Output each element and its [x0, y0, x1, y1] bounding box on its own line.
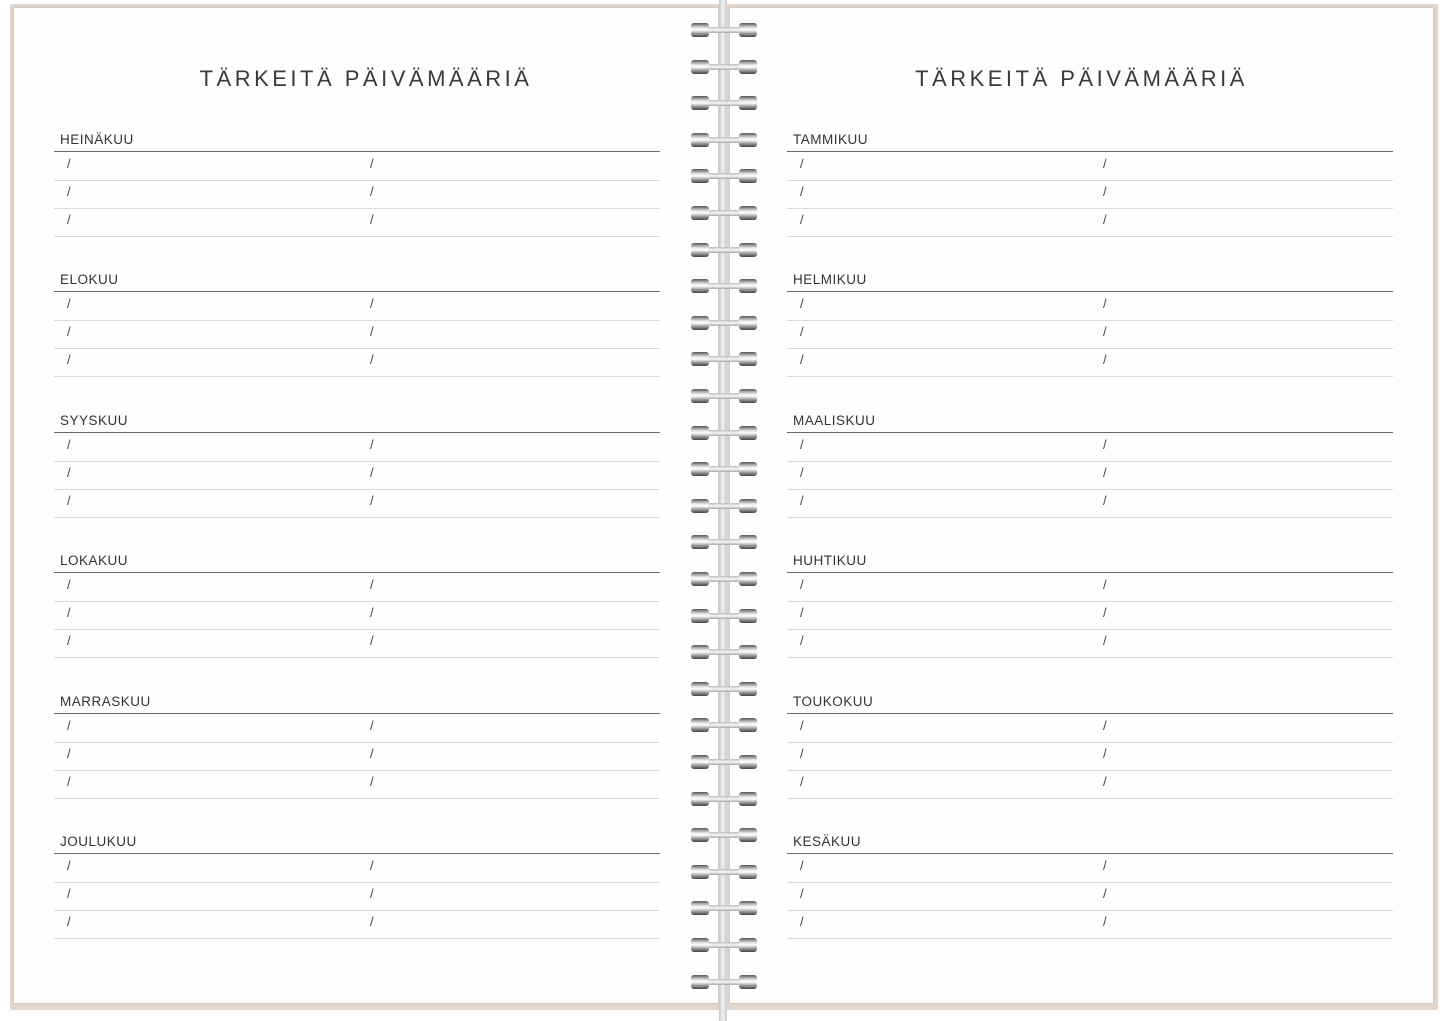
date-separator: /	[370, 436, 374, 452]
date-separator: /	[800, 858, 804, 873]
date-separator: /	[370, 717, 374, 733]
date-entry-line	[54, 489, 660, 518]
date-entry-line	[54, 573, 660, 602]
spiral-ring	[691, 133, 757, 147]
date-entry-line	[54, 292, 660, 321]
date-separator: /	[1103, 464, 1107, 480]
month-label: LOKAKUU	[60, 553, 129, 569]
date-entry-line	[54, 910, 660, 939]
date-separator: /	[67, 773, 71, 789]
date-entry-line	[787, 208, 1393, 237]
date-separator: /	[67, 577, 71, 593]
date-separator: /	[1103, 352, 1107, 368]
date-separator: /	[370, 605, 374, 621]
month-section	[54, 694, 660, 804]
spiral-ring	[691, 243, 757, 257]
date-entry-line	[787, 601, 1393, 630]
spiral-ring	[691, 499, 757, 513]
date-separator: /	[67, 633, 71, 649]
date-entry-line	[787, 180, 1393, 209]
month-section	[54, 132, 660, 242]
date-entry-line	[54, 629, 660, 658]
month-section	[787, 834, 1393, 944]
month-label: MARRASKUU	[60, 693, 151, 709]
date-separator: /	[370, 633, 374, 649]
spiral-ring	[691, 389, 757, 403]
date-entry-line	[54, 742, 660, 771]
date-separator: /	[800, 577, 804, 593]
date-separator: /	[1103, 296, 1107, 312]
date-separator: /	[1103, 773, 1107, 789]
spiral-ring	[691, 206, 757, 220]
date-entry-line	[787, 714, 1393, 743]
date-separator: /	[370, 156, 374, 171]
date-separator: /	[370, 858, 374, 873]
date-separator: /	[1103, 886, 1107, 901]
date-entry-line	[787, 910, 1393, 939]
date-separator: /	[800, 717, 804, 733]
date-separator: /	[1103, 633, 1107, 649]
spiral-ring	[691, 352, 757, 366]
left-page	[14, 8, 718, 1003]
date-separator: /	[1103, 605, 1107, 621]
date-separator: /	[67, 605, 71, 621]
date-separator: /	[1103, 745, 1107, 761]
date-entry-line	[787, 461, 1393, 490]
month-label: HEINÄKUU	[60, 132, 134, 147]
date-separator: /	[370, 886, 374, 901]
date-separator: /	[800, 773, 804, 789]
date-separator: /	[370, 352, 374, 368]
spiral-ring	[691, 316, 757, 330]
date-entry-line	[787, 348, 1393, 377]
spiral-ring	[691, 96, 757, 110]
spiral-ring	[691, 975, 757, 989]
date-separator: /	[370, 745, 374, 761]
date-separator: /	[800, 633, 804, 649]
spiral-ring	[691, 23, 757, 37]
date-entry-line	[54, 433, 660, 462]
date-separator: /	[800, 886, 804, 901]
date-separator: /	[67, 184, 71, 199]
date-separator: /	[67, 212, 71, 227]
month-label: TAMMIKUU	[793, 132, 868, 147]
date-entry-line	[787, 489, 1393, 518]
date-entry-line	[54, 882, 660, 911]
month-label: JOULUKUU	[60, 834, 137, 849]
date-separator: /	[370, 184, 374, 199]
date-separator: /	[1103, 492, 1107, 508]
date-separator: /	[67, 858, 71, 873]
date-separator: /	[800, 296, 804, 312]
date-separator: /	[1103, 436, 1107, 452]
page-title: TÄRKEITÄ PÄIVÄMÄÄRIÄ	[915, 66, 1248, 91]
month-label: HELMIKUU	[793, 272, 867, 288]
date-separator: /	[1103, 717, 1107, 733]
month-section	[787, 553, 1393, 663]
date-entry-line	[787, 320, 1393, 349]
date-entry-line	[54, 854, 660, 883]
month-section	[54, 553, 660, 663]
month-section	[787, 272, 1393, 382]
date-entry-line	[787, 770, 1393, 799]
date-entry-line	[787, 882, 1393, 911]
date-separator: /	[370, 492, 374, 508]
spiral-ring	[691, 572, 757, 586]
spiral-ring	[691, 792, 757, 806]
date-separator: /	[370, 464, 374, 480]
date-separator: /	[67, 464, 71, 480]
date-entry-line	[787, 573, 1393, 602]
month-section	[787, 694, 1393, 804]
spiral-ring	[691, 865, 757, 879]
date-separator: /	[370, 296, 374, 312]
date-entry-line	[54, 180, 660, 209]
date-separator: /	[1103, 184, 1107, 199]
month-section	[787, 413, 1393, 523]
month-label: KESÄKUU	[793, 834, 862, 849]
spiral-ring	[691, 279, 757, 293]
date-separator: /	[67, 914, 71, 929]
date-separator: /	[800, 464, 804, 480]
spiral-ring	[691, 609, 757, 623]
date-separator: /	[67, 886, 71, 901]
date-separator: /	[800, 605, 804, 621]
month-section	[787, 132, 1393, 242]
spiral-ring	[691, 535, 757, 549]
spiral-ring	[691, 645, 757, 659]
date-separator: /	[1103, 156, 1107, 171]
month-label: TOUKOKUU	[793, 693, 874, 709]
month-label: HUHTIKUU	[793, 553, 867, 569]
date-entry-line	[787, 292, 1393, 321]
date-separator: /	[67, 352, 71, 368]
right-page	[730, 8, 1433, 1003]
month-label: SYYSKUU	[60, 412, 129, 428]
date-separator: /	[800, 914, 804, 929]
month-section	[54, 272, 660, 382]
date-separator: /	[67, 156, 71, 171]
date-entry-line	[787, 433, 1393, 462]
date-entry-line	[787, 742, 1393, 771]
date-entry-line	[54, 152, 660, 181]
date-entry-line	[54, 770, 660, 799]
date-separator: /	[370, 324, 374, 340]
date-entry-line	[54, 320, 660, 349]
month-label: ELOKUU	[60, 272, 119, 288]
spiral-ring	[691, 462, 757, 476]
date-entry-line	[787, 854, 1393, 883]
spiral-ring	[691, 682, 757, 696]
date-separator: /	[370, 914, 374, 929]
date-separator: /	[1103, 914, 1107, 929]
date-entry-line	[54, 601, 660, 630]
date-separator: /	[800, 184, 804, 199]
date-separator: /	[67, 492, 71, 508]
date-separator: /	[800, 212, 804, 227]
date-separator: /	[67, 745, 71, 761]
date-separator: /	[1103, 324, 1107, 340]
spiral-ring	[691, 938, 757, 952]
date-separator: /	[1103, 577, 1107, 593]
month-section	[54, 834, 660, 944]
date-separator: /	[370, 577, 374, 593]
date-separator: /	[67, 717, 71, 733]
date-separator: /	[67, 296, 71, 312]
date-separator: /	[370, 212, 374, 227]
date-separator: /	[800, 745, 804, 761]
date-entry-line	[54, 714, 660, 743]
date-separator: /	[800, 156, 804, 171]
date-entry-line	[54, 348, 660, 377]
spiral-ring	[691, 718, 757, 732]
spiral-ring	[691, 169, 757, 183]
date-entry-line	[54, 208, 660, 237]
date-entry-line	[54, 461, 660, 490]
date-separator: /	[67, 436, 71, 452]
page-title: TÄRKEITÄ PÄIVÄMÄÄRIÄ	[199, 66, 533, 91]
spiral-ring	[691, 901, 757, 915]
date-separator: /	[370, 773, 374, 789]
date-separator: /	[1103, 858, 1107, 873]
spiral-ring	[691, 828, 757, 842]
spiral-ring	[691, 60, 757, 74]
spiral-ring	[691, 755, 757, 769]
month-label: MAALISKUU	[793, 412, 876, 428]
month-section	[54, 413, 660, 523]
date-separator: /	[800, 324, 804, 340]
date-separator: /	[800, 352, 804, 368]
date-entry-line	[787, 629, 1393, 658]
date-entry-line	[787, 152, 1393, 181]
date-separator: /	[800, 436, 804, 452]
date-separator: /	[800, 492, 804, 508]
date-separator: /	[1103, 212, 1107, 227]
date-separator: /	[67, 324, 71, 340]
spiral-ring	[691, 426, 757, 440]
